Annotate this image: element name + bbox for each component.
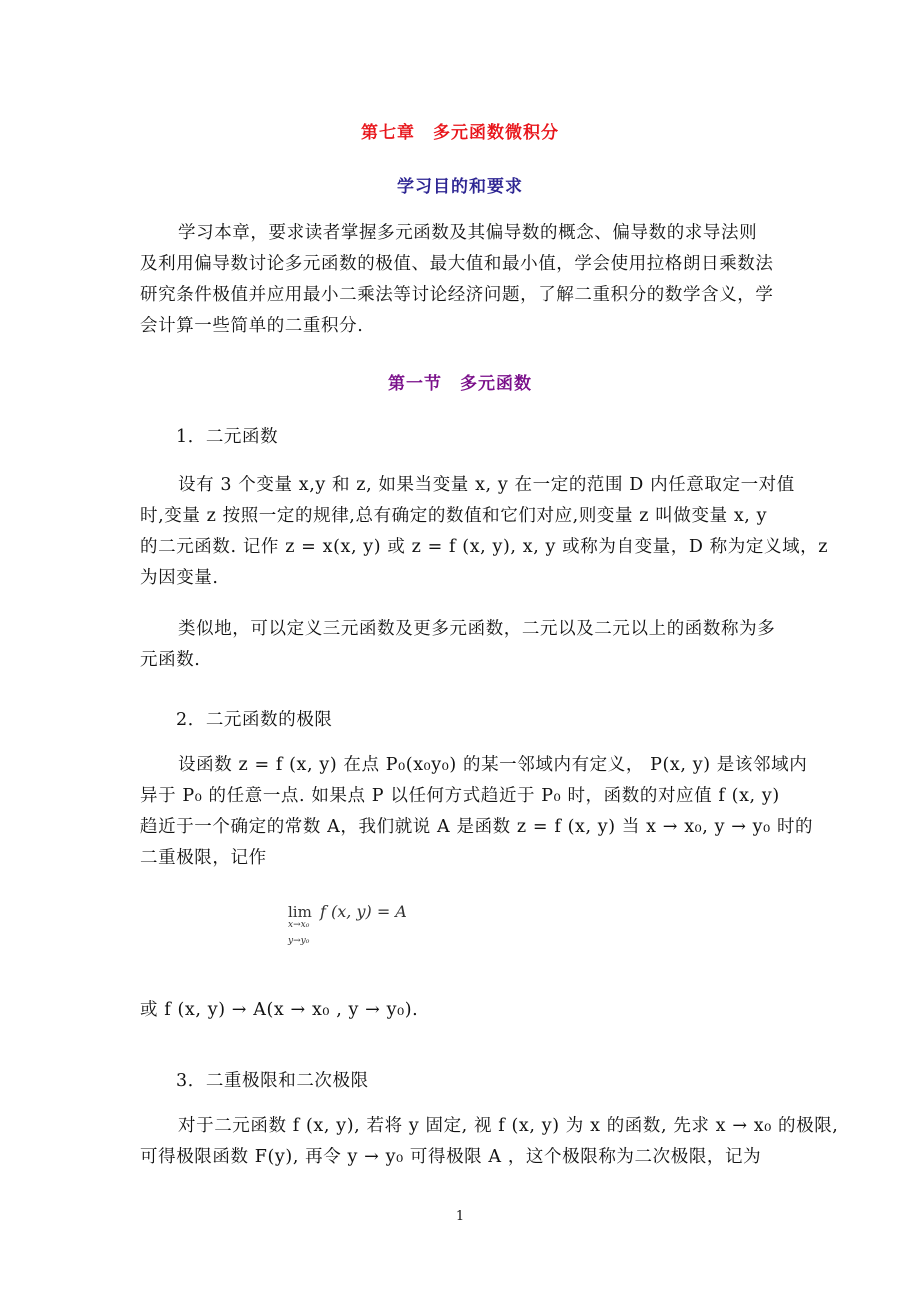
limit-paragraph	[140, 750, 814, 874]
definition-line: 时,变量 z 按照一定的规律,总有确定的数值和它们对应,则变量 z 叫做变量 x, y	[140, 506, 768, 526]
subsection-heading-1: 1．二元函数	[176, 427, 279, 447]
iterated-limit-line: 可得极限函数 F(y), 再令 y → y₀ 可得极限 A ，这个极限称为二次极限，记为	[140, 1147, 762, 1167]
definition-line: 为因变量.	[140, 568, 219, 588]
lim-subscript-x: x→x₀	[288, 920, 310, 930]
multivariate-paragraph	[140, 614, 810, 676]
chapter-title: 第七章 多元函数微积分	[361, 123, 559, 143]
intro-line: 及利用偏导数讨论多元函数的极值、最大值和最小值，学会使用拉格朗日乘数法	[140, 254, 774, 274]
limit-line: 异于 P₀ 的任意一点. 如果点 P 以任何方式趋近于 P₀ 时，函数的对应值 f (x, y)	[140, 786, 780, 806]
definition-line: 设有 3 个变量 x,y 和 z, 如果当变量 x, y 在一定的范围 D 内任意取定一对值	[178, 475, 795, 495]
subsection-heading-2: 2．二元函数的极限	[176, 710, 333, 730]
objectives-title: 学习目的和要求	[397, 177, 523, 197]
lim-operator: lim	[288, 903, 312, 921]
intro-paragraph	[140, 218, 810, 342]
definition-line: 的二元函数. 记作 z = x(x, y) 或 z = f (x, y), x, y 或称为自变量，D 称为定义域，z	[140, 537, 829, 557]
limit-line: 设函数 z = f (x, y) 在点 P₀(x₀y₀) 的某一邻域内有定义， P(x, y) 是该邻域内	[178, 755, 808, 775]
limit-line: 二重极限，记作	[140, 848, 267, 868]
multivariate-line: 类似地，可以定义三元函数及更多元函数，二元以及二元以上的函数称为多	[178, 619, 776, 639]
section-title: 第一节 多元函数	[388, 374, 532, 394]
double-limit-formula	[288, 903, 488, 953]
definition-paragraph	[140, 470, 829, 594]
multivariate-line: 元函数.	[140, 650, 201, 670]
or-notation-line: 或 f (x, y) → A(x → x₀ , y → y₀).	[140, 1000, 419, 1020]
or-notation-paragraph	[140, 995, 810, 1026]
iterated-limit-paragraph	[140, 1111, 839, 1173]
intro-line: 学习本章，要求读者掌握多元函数及其偏导数的概念、偏导数的求导法则	[178, 223, 758, 243]
lim-subscript-y: y→y₀	[288, 936, 310, 946]
page-number: 1	[455, 1209, 465, 1224]
lim-expression: f (x, y) = A	[320, 902, 407, 921]
intro-line: 研究条件极值并应用最小二乘法等讨论经济问题，了解二重积分的数学含义，学	[140, 285, 774, 305]
intro-line: 会计算一些简单的二重积分.	[140, 316, 364, 336]
subsection-heading-3: 3．二重极限和二次极限	[176, 1071, 369, 1091]
limit-line: 趋近于一个确定的常数 A，我们就说 A 是函数 z = f (x, y) 当 x → x₀, y → y₀ 时的	[140, 817, 814, 837]
iterated-limit-line: 对于二元函数 f (x, y), 若将 y 固定, 视 f (x, y) 为 x 的函数, 先求 x → x₀ 的极限,	[178, 1116, 839, 1136]
